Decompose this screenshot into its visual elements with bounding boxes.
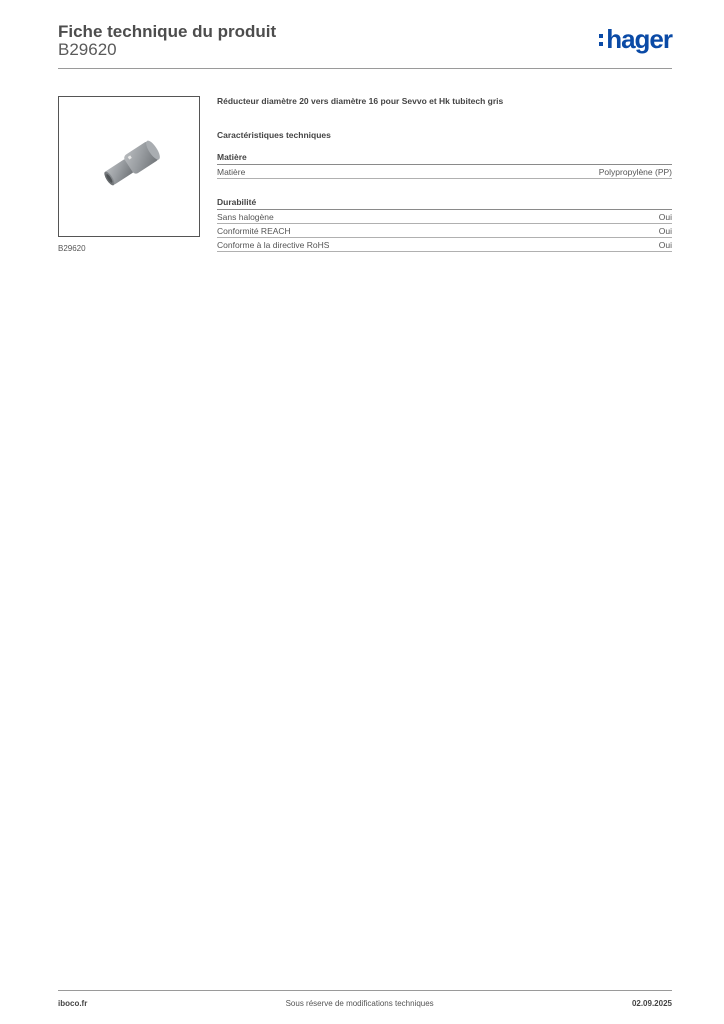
page-header: [58, 20, 672, 68]
section-title-durabilite: Durabilité: [217, 197, 672, 210]
spec-row: [217, 238, 672, 252]
spec-row: [217, 165, 672, 179]
spec-value: Oui: [658, 240, 672, 250]
section-title-matiere: Matière: [217, 152, 672, 165]
spec-content: [217, 96, 672, 252]
footer-divider: [58, 990, 672, 991]
spec-value: Polypropylène (PP): [598, 167, 672, 177]
spec-row: [217, 224, 672, 238]
spec-row: [217, 210, 672, 224]
spec-label: Matière: [217, 167, 246, 177]
spec-label: Conforme à la directive RoHS: [217, 240, 330, 250]
product-description: Réducteur diamètre 20 vers diamètre 16 pour Sevvo et Hk tubitech gris: [217, 96, 504, 106]
image-caption: B29620: [58, 244, 86, 253]
document-title: Fiche technique du produit: [58, 22, 277, 41]
product-reference: B29620: [58, 40, 117, 59]
logo-dots-icon: [599, 34, 603, 46]
spec-label: Sans halogène: [217, 212, 274, 222]
footer-website: iboco.fr: [58, 999, 88, 1008]
hager-logo: [599, 26, 672, 52]
footer-disclaimer: Sous réserve de modifications techniques: [285, 999, 434, 1008]
logo-text: hager: [606, 24, 672, 54]
footer-date: 02.09.2025: [631, 999, 672, 1008]
header-divider: [58, 68, 672, 69]
technical-characteristics-heading: Caractéristiques techniques: [217, 130, 331, 140]
spec-value: Oui: [658, 226, 672, 236]
product-image-frame: [58, 96, 200, 237]
spec-label: Conformité REACH: [217, 226, 291, 236]
reducer-fitting-image: [59, 97, 199, 236]
spec-value: Oui: [658, 212, 672, 222]
page-footer: [58, 990, 672, 1008]
